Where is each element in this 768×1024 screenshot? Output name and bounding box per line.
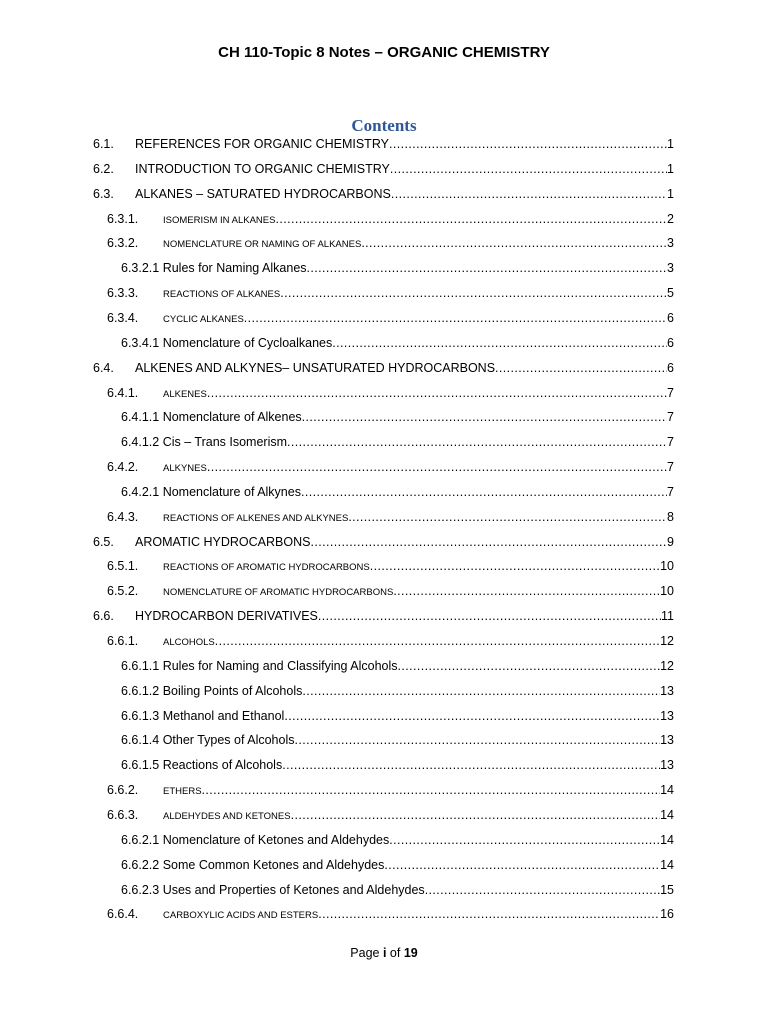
toc-entry[interactable] (93, 609, 674, 629)
toc-entry-title: NOMENCLATURE OR NAMING OF ALKANES (163, 239, 362, 251)
toc-entry-page: 1 (667, 137, 674, 151)
footer-current-page: i (382, 946, 387, 960)
toc-entry-title: ALKANES – SATURATED HYDROCARBONS (135, 186, 391, 201)
toc-entry-title: 6.6.1.1 Rules for Naming and Classifying Alcohols (121, 658, 398, 673)
toc-entry[interactable] (107, 634, 674, 654)
footer-total-pages: 19 (403, 946, 418, 960)
toc-entry[interactable] (121, 883, 674, 903)
toc-entry-page: 7 (667, 435, 674, 450)
toc-dot-leader (332, 336, 667, 350)
toc-entry[interactable] (107, 212, 674, 232)
toc-entry-number: 6.6.4. (107, 907, 139, 922)
toc-entry[interactable] (121, 833, 674, 853)
toc-dot-leader (348, 510, 667, 524)
toc-entry[interactable] (93, 162, 674, 182)
toc-entry[interactable] (107, 386, 674, 406)
toc-dot-leader (318, 609, 661, 623)
toc-dot-leader (370, 559, 660, 573)
toc-entry[interactable] (107, 460, 674, 480)
page-footer (0, 946, 768, 960)
toc-dot-leader (244, 311, 667, 325)
toc-entry-page: 3 (667, 261, 674, 276)
toc-entry-page: 6 (667, 360, 674, 375)
toc-entry-title: 6.6.1.3 Methanol and Ethanol (121, 708, 285, 723)
toc-entry-title: ALCOHOLS (163, 637, 215, 648)
toc-entry-title: 6.6.2.1 Nomenclature of Ketones and Aldehydes (121, 832, 390, 847)
toc-dot-leader (275, 212, 667, 226)
toc-entry-page: 7 (667, 385, 674, 400)
toc-entry-title: 6.4.2.1 Nomenclature of Alkynes (121, 484, 301, 499)
toc-entry-title: REACTIONS OF AROMATIC HYDROCARBONS (163, 562, 370, 574)
toc-dot-leader (391, 187, 667, 201)
toc-entry[interactable] (93, 535, 674, 555)
toc-entry-number: 6.5.1. (107, 559, 139, 574)
toc-entry[interactable] (107, 510, 674, 530)
toc-entry-title: REFERENCES FOR ORGANIC CHEMISTRY (135, 137, 389, 151)
toc-entry-page: 2 (667, 211, 674, 226)
toc-dot-leader (280, 286, 667, 300)
toc-entry-title: 6.6.2.3 Uses and Properties of Ketones and Aldehydes (121, 882, 425, 897)
toc-entry-page: 1 (667, 186, 674, 201)
toc-entry-page: 14 (660, 807, 674, 822)
toc-entry[interactable] (107, 311, 674, 331)
toc-dot-leader (390, 162, 667, 176)
toc-entry[interactable] (107, 584, 674, 604)
toc-entry-title: ALKYNES (163, 463, 207, 475)
toc-dot-leader (393, 584, 660, 598)
toc-entry-page: 11 (661, 609, 674, 624)
toc-entry-page: 7 (667, 410, 674, 425)
toc-entry-number: 6.3. (93, 186, 114, 201)
toc-entry-number: 6.6.1. (107, 634, 139, 648)
toc-entry-page: 1 (667, 161, 674, 176)
toc-entry-page: 12 (660, 658, 674, 673)
toc-entry-number: 6.3.4. (107, 310, 139, 325)
toc-entry-number: 6.4.2. (107, 460, 139, 475)
toc-dot-leader (287, 435, 667, 449)
toc-entry-page: 14 (660, 832, 674, 847)
toc-dot-leader (207, 386, 667, 400)
toc-entry-page: 10 (660, 559, 674, 574)
toc-entry-page: 12 (660, 634, 674, 648)
toc-entry-title: 6.6.2.2 Some Common Ketones and Aldehydes (121, 857, 385, 872)
toc-entry[interactable] (121, 858, 674, 878)
toc-entry[interactable] (93, 137, 674, 157)
toc-dot-leader (307, 261, 668, 275)
toc-entry[interactable] (121, 485, 674, 505)
toc-entry-page: 10 (660, 584, 674, 599)
toc-entry-number: 6.3.3. (107, 286, 139, 301)
toc-entry-title: 6.6.1.4 Other Types of Alcohols (121, 733, 295, 748)
toc-entry-title: ALDEHYDES AND KETONES (163, 810, 291, 822)
toc-entry-page: 7 (667, 460, 674, 475)
toc-entry[interactable] (121, 410, 674, 430)
toc-dot-leader (301, 485, 667, 499)
toc-entry-title: REACTIONS OF ALKANES (163, 289, 281, 301)
toc-entry-title: ALKENES AND ALKYNES– UNSATURATED HYDROCARBONS (135, 360, 496, 375)
toc-entry-title: ALKENES (163, 388, 207, 400)
toc-entry-number: 6.6.2. (107, 783, 139, 798)
toc-entry-title: 6.4.1.2 Cis – Trans Isomerism (121, 435, 288, 450)
toc-entry-title: 6.6.1.2 Boiling Points of Alcohols (121, 683, 303, 698)
toc-entry[interactable] (121, 733, 674, 753)
toc-entry-title: AROMATIC HYDROCARBONS (135, 534, 311, 549)
toc-entry-number: 6.4.3. (107, 509, 139, 524)
toc-entry-page: 15 (660, 882, 674, 897)
toc-dot-leader (425, 883, 660, 897)
toc-dot-leader (310, 535, 667, 549)
toc-dot-leader (295, 733, 661, 747)
toc-entry[interactable] (107, 808, 674, 828)
toc-entry-page: 13 (660, 758, 674, 773)
toc-entry[interactable] (121, 684, 674, 704)
footer-middle: of (386, 946, 404, 960)
toc-heading: Contents (351, 116, 417, 135)
toc-entry-title: REACTIONS OF ALKENES AND ALKYNES (163, 512, 349, 524)
toc-entry-page: 9 (667, 534, 674, 549)
toc-entry-page: 3 (667, 236, 674, 251)
toc-entry-page: 6 (667, 335, 674, 350)
toc-entry[interactable] (121, 709, 674, 729)
toc-entry-page: 6 (667, 310, 674, 325)
toc-entry-number: 6.6.3. (107, 807, 139, 822)
toc-dot-leader (215, 634, 660, 648)
toc-entry-number: 6.4.1. (107, 385, 139, 400)
toc-dot-leader (291, 808, 661, 822)
toc-dot-leader (207, 460, 667, 474)
toc-entry-number: 6.3.1. (107, 211, 139, 226)
toc-entry[interactable] (107, 907, 674, 927)
toc-dot-leader (495, 361, 667, 375)
toc-entry-page: 5 (667, 286, 674, 301)
toc-dot-leader (361, 236, 667, 250)
toc-entry-number: 6.5. (93, 534, 114, 549)
toc-entry-title: 6.6.1.5 Reactions of Alcohols (121, 758, 283, 773)
toc-dot-leader (302, 410, 667, 424)
document-title: CH 110-Topic 8 Notes – ORGANIC CHEMISTRY (218, 44, 550, 61)
toc-entry-title: ISOMERISM IN ALKANES (163, 214, 276, 226)
toc-entry-number: 6.3.2. (107, 236, 139, 251)
toc-entry[interactable] (121, 435, 674, 455)
toc-entry-page: 14 (660, 857, 674, 872)
toc-entry-title: 6.3.2.1 Rules for Naming Alkanes (121, 261, 307, 276)
toc-entry[interactable] (107, 236, 674, 256)
toc-entry-title: CARBOXYLIC ACIDS AND ESTERS (163, 910, 319, 922)
toc-entry-page: 13 (660, 708, 674, 723)
toc-entry-title: NOMENCLATURE OF AROMATIC HYDROCARBONS (163, 587, 394, 599)
toc-entry-page: 7 (667, 484, 674, 499)
toc-entry-title: HYDROCARBON DERIVATIVES (135, 609, 318, 624)
toc-entry-title: 6.3.4.1 Nomenclature of Cycloalkanes (121, 335, 333, 350)
toc-dot-leader (284, 709, 660, 723)
toc-entry-number: 6.6. (93, 609, 114, 624)
toc-entry[interactable] (121, 261, 674, 281)
toc-entry-title: 6.4.1.1 Nomenclature of Alkenes (121, 410, 302, 425)
toc-entry-page: 13 (660, 733, 674, 748)
toc-dot-leader (318, 907, 660, 921)
toc-entry-page: 13 (660, 683, 674, 698)
toc-dot-leader (384, 858, 660, 872)
toc-dot-leader (389, 833, 660, 847)
toc-dot-leader (202, 783, 661, 797)
toc-entry-number: 6.5.2. (107, 584, 139, 599)
toc-entry-number: 6.2. (93, 161, 114, 176)
toc-entry[interactable] (107, 286, 674, 306)
toc-entry-title: ETHERS (163, 786, 202, 798)
toc-dot-leader (398, 659, 661, 673)
toc-entry-page: 16 (660, 907, 674, 922)
toc-entry-page: 14 (660, 783, 674, 798)
toc-entry-title: CYCLIC ALKANES (163, 313, 244, 325)
toc-entry-title: INTRODUCTION TO ORGANIC CHEMISTRY (135, 161, 390, 176)
toc-entry-number: 6.4. (93, 360, 114, 375)
toc-entry[interactable] (107, 559, 674, 579)
toc-entry[interactable] (121, 336, 674, 356)
toc-dot-leader (282, 758, 660, 772)
toc-entry-page: 8 (667, 509, 674, 524)
toc-entry[interactable] (121, 758, 674, 778)
toc-dot-leader (389, 137, 667, 151)
toc-entry[interactable] (93, 187, 674, 207)
toc-entry[interactable] (121, 659, 674, 679)
toc-entry[interactable] (93, 361, 674, 381)
footer-prefix: Page (350, 946, 383, 960)
toc-dot-leader (302, 684, 660, 698)
toc-entry-number: 6.1. (93, 137, 114, 151)
toc-entry[interactable] (107, 783, 674, 803)
